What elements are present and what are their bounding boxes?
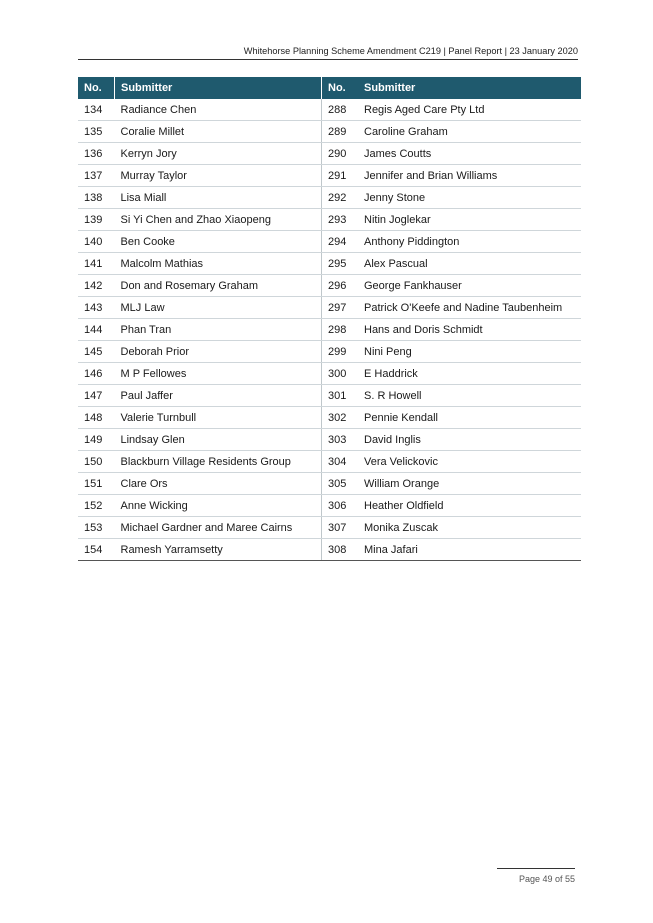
table-row [78,429,581,451]
submitter-name: S. R Howell [358,385,581,407]
submission-number: 144 [78,319,115,341]
submitter-name: Regis Aged Care Pty Ltd [358,99,581,121]
submitter-name: George Fankhauser [358,275,581,297]
submitter-name: Ramesh Yarramsetty [115,539,322,561]
table-row [78,253,581,275]
table-row [78,451,581,473]
submission-number: 150 [78,451,115,473]
submission-number: 139 [78,209,115,231]
table-row [78,407,581,429]
table-row [78,341,581,363]
column-header-no: No. [322,77,359,99]
table-body [78,99,581,561]
submitter-name: Heather Oldfield [358,495,581,517]
submission-number: 151 [78,473,115,495]
submitter-name: Mina Jafari [358,539,581,561]
submission-number: 143 [78,297,115,319]
submitters-table [78,77,581,561]
submitter-name: Michael Gardner and Maree Cairns [115,517,322,539]
submitter-name: Lisa Miall [115,187,322,209]
submission-number: 297 [322,297,359,319]
submission-number: 140 [78,231,115,253]
table-row [78,275,581,297]
submitter-name: Kerryn Jory [115,143,322,165]
submitter-name: Patrick O'Keefe and Nadine Taubenheim [358,297,581,319]
submitter-name: Nitin Joglekar [358,209,581,231]
submission-number: 148 [78,407,115,429]
submission-number: 298 [322,319,359,341]
submitter-name: James Coutts [358,143,581,165]
submitter-name: Jenny Stone [358,187,581,209]
submission-number: 302 [322,407,359,429]
submitter-name: Phan Tran [115,319,322,341]
submitter-name: David Inglis [358,429,581,451]
table-row [78,165,581,187]
submission-number: 138 [78,187,115,209]
submission-number: 303 [322,429,359,451]
page-number: Page 49 of 55 [497,868,575,884]
submission-number: 293 [322,209,359,231]
submitter-name: Alex Pascual [358,253,581,275]
submitter-name: Malcolm Mathias [115,253,322,275]
submitter-name: Monika Zuscak [358,517,581,539]
submission-number: 152 [78,495,115,517]
table-row [78,297,581,319]
table-row [78,143,581,165]
submission-number: 301 [322,385,359,407]
column-header-submitter: Submitter [115,77,322,99]
submission-number: 292 [322,187,359,209]
submitter-name: Coralie Millet [115,121,322,143]
table-row [78,231,581,253]
submission-number: 145 [78,341,115,363]
submitter-name: Murray Taylor [115,165,322,187]
submitter-name: Lindsay Glen [115,429,322,451]
submitter-name: Caroline Graham [358,121,581,143]
submission-number: 304 [322,451,359,473]
submitter-name: M P Fellowes [115,363,322,385]
submission-number: 141 [78,253,115,275]
submitter-name: Don and Rosemary Graham [115,275,322,297]
submission-number: 291 [322,165,359,187]
table-row [78,187,581,209]
submission-number: 294 [322,231,359,253]
submission-number: 154 [78,539,115,561]
submission-number: 146 [78,363,115,385]
table-row [78,517,581,539]
submitter-name: Nini Peng [358,341,581,363]
submission-number: 149 [78,429,115,451]
submission-number: 289 [322,121,359,143]
submission-number: 288 [322,99,359,121]
submitter-name: MLJ Law [115,297,322,319]
column-header-submitter: Submitter [358,77,581,99]
table-row [78,495,581,517]
submitter-name: Paul Jaffer [115,385,322,407]
submission-number: 308 [322,539,359,561]
submitter-name: Hans and Doris Schmidt [358,319,581,341]
table-header-row [78,77,581,99]
submitter-name: Ben Cooke [115,231,322,253]
submission-number: 300 [322,363,359,385]
submission-number: 295 [322,253,359,275]
submitter-name: Clare Ors [115,473,322,495]
submitter-name: Anne Wicking [115,495,322,517]
submitter-name: Valerie Turnbull [115,407,322,429]
submission-number: 290 [322,143,359,165]
submission-number: 305 [322,473,359,495]
table-row [78,121,581,143]
submitter-name: Blackburn Village Residents Group [115,451,322,473]
table-row [78,539,581,561]
submitter-name: Anthony Piddington [358,231,581,253]
submitter-name: Vera Velickovic [358,451,581,473]
submitter-name: Pennie Kendall [358,407,581,429]
table-row [78,385,581,407]
submitter-name: Si Yi Chen and Zhao Xiaopeng [115,209,322,231]
submission-number: 142 [78,275,115,297]
submitter-name: Deborah Prior [115,341,322,363]
submission-number: 136 [78,143,115,165]
submission-number: 307 [322,517,359,539]
page-header: Whitehorse Planning Scheme Amendment C219 | Panel Report | 23 January 2020 [78,46,578,60]
submission-number: 153 [78,517,115,539]
submitter-name: William Orange [358,473,581,495]
submitter-name: Radiance Chen [115,99,322,121]
submission-number: 147 [78,385,115,407]
submission-number: 137 [78,165,115,187]
table-row [78,363,581,385]
submission-number: 299 [322,341,359,363]
table-row [78,99,581,121]
submission-number: 296 [322,275,359,297]
column-header-no: No. [78,77,115,99]
submitter-name: E Haddrick [358,363,581,385]
submitter-name: Jennifer and Brian Williams [358,165,581,187]
table-row [78,473,581,495]
table-row [78,319,581,341]
submission-number: 306 [322,495,359,517]
submission-number: 135 [78,121,115,143]
table-row [78,209,581,231]
submission-number: 134 [78,99,115,121]
